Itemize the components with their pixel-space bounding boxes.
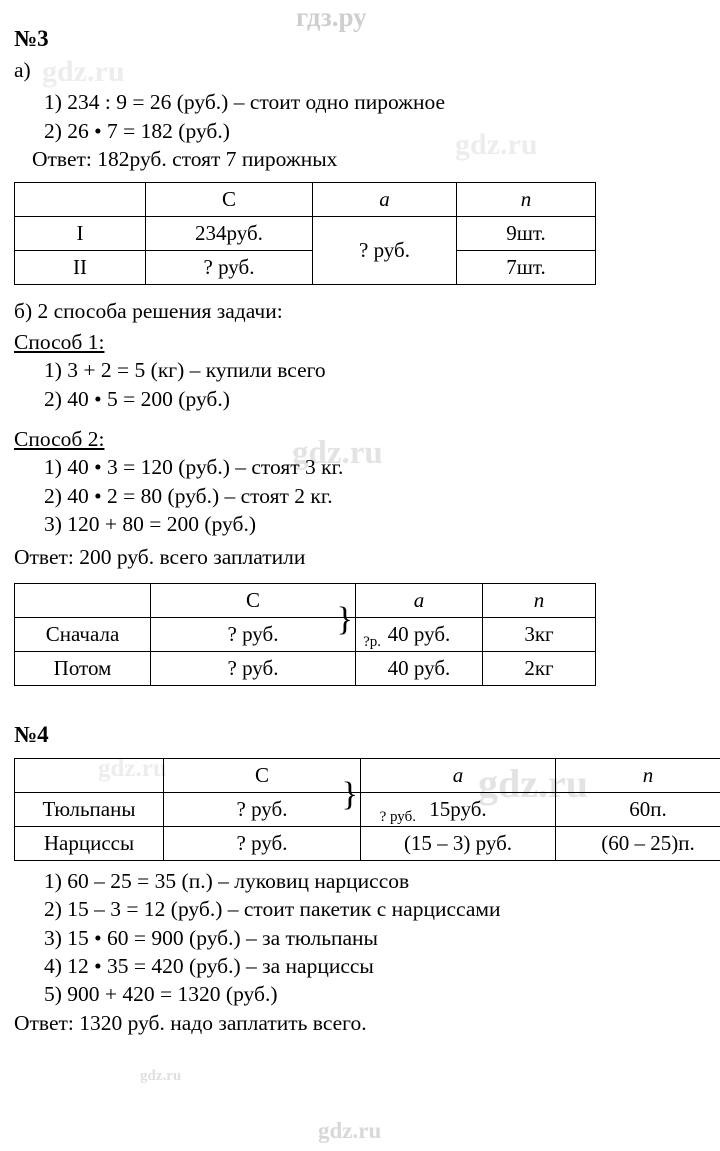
table-row [15,583,596,617]
watermark-f: gdz.ru [140,1068,182,1084]
watermark-d: gdz.ru [98,755,167,782]
table-header-c: С [151,583,356,617]
table-row [15,216,596,250]
task-4-line-5: 5) 900 + 420 = 1320 (руб.) [44,982,278,1007]
task-3-table-a [14,182,596,285]
brace-icon: } [336,600,353,638]
table-header-n: n [483,583,596,617]
table-header-c: С [146,182,313,216]
watermark-b: gdz.ru [455,128,538,161]
cell-a-tulips: 15руб. [361,792,556,826]
task-3-m1-line-2: 2) 40 • 5 = 200 (руб.) [44,386,230,411]
watermark-top: гдз.ру [296,2,367,32]
row-label-1: I [15,216,146,250]
task-3-method-1-label: Способ 1: [14,329,105,354]
cell-n-2: 2кг [483,651,596,685]
task-3-number: №3 [14,26,49,51]
cell-c-tulips [164,775,416,826]
table-header-a: a [313,182,457,216]
cell-a-2: 40 руб. [356,651,483,685]
row-label-narcissi: Нарциссы [15,826,164,860]
task-4-number: №4 [14,721,49,747]
table-header-n: n [556,758,720,792]
table-row [15,182,596,216]
cell-c-1 [151,600,381,651]
task-3-m2-line-3: 3) 120 + 80 = 200 (руб.) [44,512,256,537]
row-label-2: Потом [15,651,151,685]
table-header-blank [15,182,146,216]
watermark-c: gdz.ru [292,435,383,471]
watermark-a: gdz.ru [42,55,125,88]
brace-icon: } [341,775,358,813]
cell-c-2: ? руб. [146,250,313,284]
row-label-tulips: Тюльпаны [15,792,164,826]
cell-a-merged: ? руб. [313,216,457,284]
watermark-e: gdz.ru [478,761,588,806]
cell-a-narcissi: (15 – 3) руб. [361,826,556,860]
task-3-b-answer: Ответ: 200 руб. всего заплатили [14,544,306,569]
brace-label: ? руб. [379,808,416,825]
cell-c-1: 234руб. [146,216,313,250]
row-label-2: II [15,250,146,284]
task-3-method-2-label: Способ 2: [14,427,105,451]
cell-c-1-text: ? руб. [227,621,279,646]
table-header-a: a [361,758,556,792]
watermark-g: gdz.ru [318,1118,382,1143]
task-3-part-a-label: а) [14,58,31,82]
task-3-table-b [14,583,596,686]
table-header-a: a [356,583,483,617]
task-3-m2-line-1: 1) 40 • 3 = 120 (руб.) – стоят 3 кг. [44,455,344,480]
cell-c-2: ? руб. [151,651,356,685]
table-row [15,758,720,792]
task-4-line-2: 2) 15 – 3 = 12 (руб.) – стоит пакетик с нарциссами [44,897,501,922]
table-header-blank [15,583,151,617]
task-3-a-line-1: 1) 234 : 9 = 26 (руб.) – стоит одно пирожное [44,90,446,115]
task-4-answer: Ответ: 1320 руб. надо заплатить всего. [14,1010,367,1035]
cell-n-1: 9шт. [457,216,596,250]
task-3-part-b-label: б) 2 способа решения задачи: [14,298,283,323]
task-4-line-3: 3) 15 • 60 = 900 (руб.) – за тюльпаны [44,925,378,950]
cell-n-narcissi: (60 – 25)п. [556,826,720,860]
table-header-c: С [164,758,361,792]
cell-a-1: 40 руб. [356,617,483,651]
task-4-line-1: 1) 60 – 25 = 35 (п.) – луковиц нарциссов [44,868,410,893]
task-4-line-4: 4) 12 • 35 = 420 (руб.) – за нарциссы [44,954,374,978]
task-3-a-answer: Ответ: 182руб. стоят 7 пирожных [32,147,338,172]
task-3-m1-line-1: 1) 3 + 2 = 5 (кг) – купили всего [44,358,326,383]
table-row [15,792,720,826]
cell-n-2: 7шт. [457,250,596,284]
table-header-blank [15,758,164,792]
task-3-a-line-2: 2) 26 • 7 = 182 (руб.) [44,118,230,143]
table-header-n: n [457,182,596,216]
task-3-m2-line-2: 2) 40 • 2 = 80 (руб.) – стоят 2 кг. [44,483,333,508]
cell-n-1: 3кг [483,617,596,651]
cell-n-tulips: 60п. [556,792,720,826]
table-row [15,617,596,651]
cell-c-tulips-text: ? руб. [236,796,288,821]
task-4-table [14,758,720,861]
brace-label: ?р. [363,633,381,650]
cell-c-narcissi: ? руб. [164,826,361,860]
row-label-1: Сначала [15,617,151,651]
table-row [15,826,720,860]
table-row [15,651,596,685]
table-row [15,250,596,284]
